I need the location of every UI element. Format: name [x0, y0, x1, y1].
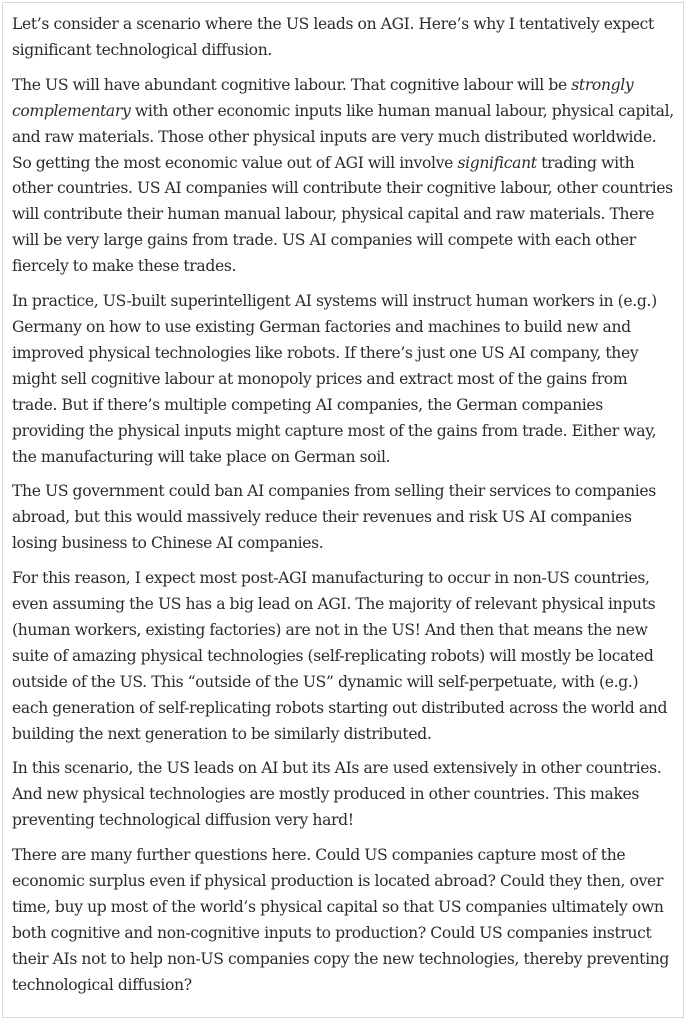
text-segment: In this scenario, the US leads on AI but its AIs are used extensively in other countries. And new physical technologies are mostly produced in other countries. This makes preventing technological diffusion very hard! — [12, 759, 662, 830]
text-segment: with other economic inputs like human manual labour, physical capital, and raw materials. Those other physical inputs are very much distributed worldwide. So getting the most economic value out of AGI will involve — [12, 101, 674, 172]
paragraph-intro — [12, 12, 675, 64]
text-segment: Let’s consider a scenario where the US leads on AGI. Here’s why I tentatively expect significant technological diffusion. — [12, 15, 654, 59]
paragraph-further-questions — [12, 843, 675, 998]
post-body — [3, 3, 683, 999]
text-segment: trading with other countries. US AI companies will contribute their cognitive labour, other countries will contribute their human manual labour, physical capital and raw materials. There will be very large gains from trade. US AI companies will compete with each other fiercely to make these trades. — [12, 153, 673, 276]
text-segment: In practice, US-built superintelligent AI systems will instruct human workers in (e.g.) Germany on how to use existing German factories and machines to build new and improved physical technologies like robots. If there’s just one US AI company, they might sell cognitive labour at monopoly prices and extract most of the gains from trade. But if there’s multiple competing AI companies, the German companies providing the physical inputs might capture most of the gains from trade. Either way, the manufacturing will take place on German soil. — [12, 292, 657, 466]
paragraph-cognitive-labour — [12, 73, 675, 280]
emphasis-strongly-complementary: strongly complementary — [12, 75, 634, 120]
paragraph-for-this-reason — [12, 566, 675, 747]
text-segment: There are many further questions here. Could US companies capture most of the economic surplus even if physical production is located abroad? Could they then, over time, buy up most of the world’s physical capital so that US companies ultimately own both cognitive and non-cognitive inputs to production? Could US companies instruct their AIs not to help non-US companies copy the new technologies, thereby preventing technological diffusion? — [12, 846, 670, 994]
text-segment: The US will have abundant cognitive labour. That cognitive labour will be — [12, 75, 572, 94]
post-card — [2, 2, 684, 1018]
text-segment: For this reason, I expect most post-AGI manufacturing to occur in non-US countries, even assuming the US has a big lead on AGI. The majority of relevant physical inputs (human workers, existing factories) are not in the US! And then that means the new suite of amazing physical technologies (self-replicating robots) will mostly be located outside of the US. This “outside of the US” dynamic will self-perpetuate, with (e.g.) each generation of self-replicating robots starting out distributed across the world and building the next generation to be similarly distributed. — [12, 569, 668, 743]
paragraph-us-government — [12, 479, 675, 557]
emphasis-significant: significant — [457, 153, 537, 172]
text-segment: The US government could ban AI companies from selling their services to companies abroad, but this would massively reduce their revenues and risk US AI companies losing business to Chinese AI companies. — [12, 482, 656, 553]
paragraph-in-practice — [12, 289, 675, 470]
paragraph-in-this-scenario — [12, 756, 675, 834]
